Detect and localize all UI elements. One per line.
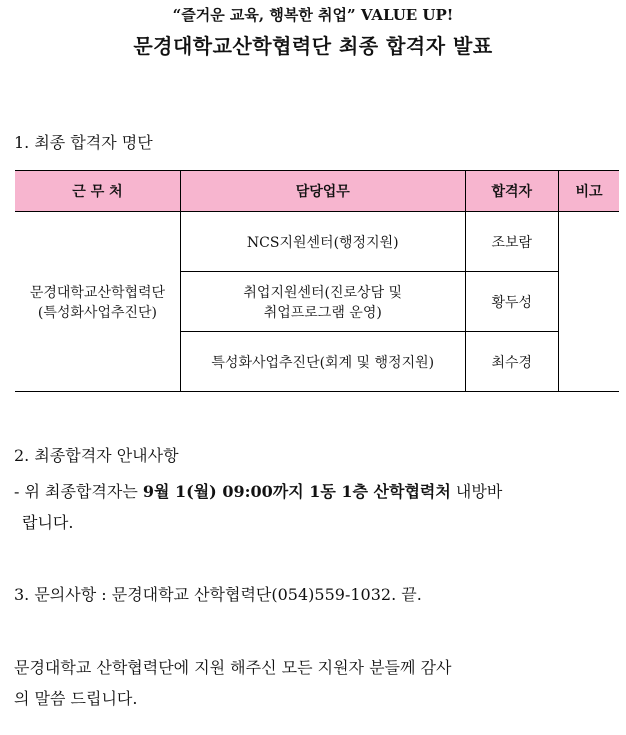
duty-cell xyxy=(180,332,465,392)
result-table xyxy=(15,170,619,392)
notice-line xyxy=(14,479,502,502)
notice-suffix: 내방바 xyxy=(450,482,503,501)
duty-text: 특성화사업추진단(회계 및 행정지원) xyxy=(211,354,435,371)
notice-line-continued: 랍니다. xyxy=(22,513,74,532)
contact-info: 3. 문의사항 : 문경대학교 산학협력단(054)559-1032. 끝. xyxy=(14,585,422,604)
notice-prefix: - 위 최종합격자는 xyxy=(14,482,143,501)
notice-schedule: 9월 1(월) 09:00까지 1동 1층 산학협력처 xyxy=(142,482,451,501)
slogan: “즐거운 교육, 행복한 취업” VALUE UP! xyxy=(172,6,454,24)
header-workplace: 근 무 처 xyxy=(15,171,180,212)
page-title: 문경대학교산학협력단 최종 합격자 발표 xyxy=(133,34,493,58)
workplace-cell xyxy=(15,212,180,392)
name-cell: 조보람 xyxy=(465,212,558,272)
duty-cell xyxy=(180,272,465,332)
table-header-row xyxy=(15,171,619,212)
duty-text: 취업지원센터(진로상담 및 xyxy=(243,284,403,301)
duty-text: NCS지원센터(행정지원) xyxy=(246,234,399,251)
table-row xyxy=(15,212,619,272)
section-heading-list: 1. 최종 합격자 명단 xyxy=(14,133,153,152)
name-cell: 최수경 xyxy=(465,332,558,392)
thanks-message: 문경대학교 산학협력단에 지원 해주신 모든 지원자 분들께 감사 xyxy=(14,658,452,677)
duty-text-line2: 취업프로그램 운영) xyxy=(263,304,382,321)
remark-cell xyxy=(558,212,619,392)
duty-cell xyxy=(180,212,465,272)
thanks-message-continued: 의 말씀 드립니다. xyxy=(14,689,138,708)
section-heading-notice: 2. 최종합격자 안내사항 xyxy=(14,446,179,465)
header-remark: 비고 xyxy=(558,171,619,212)
workplace-name: 문경대학교산학협력단 xyxy=(29,284,166,301)
workplace-division: (특성화사업추진단) xyxy=(37,304,158,321)
header-duty: 담당업무 xyxy=(180,171,465,212)
name-cell: 황두성 xyxy=(465,272,558,332)
header-name: 합격자 xyxy=(465,171,558,212)
